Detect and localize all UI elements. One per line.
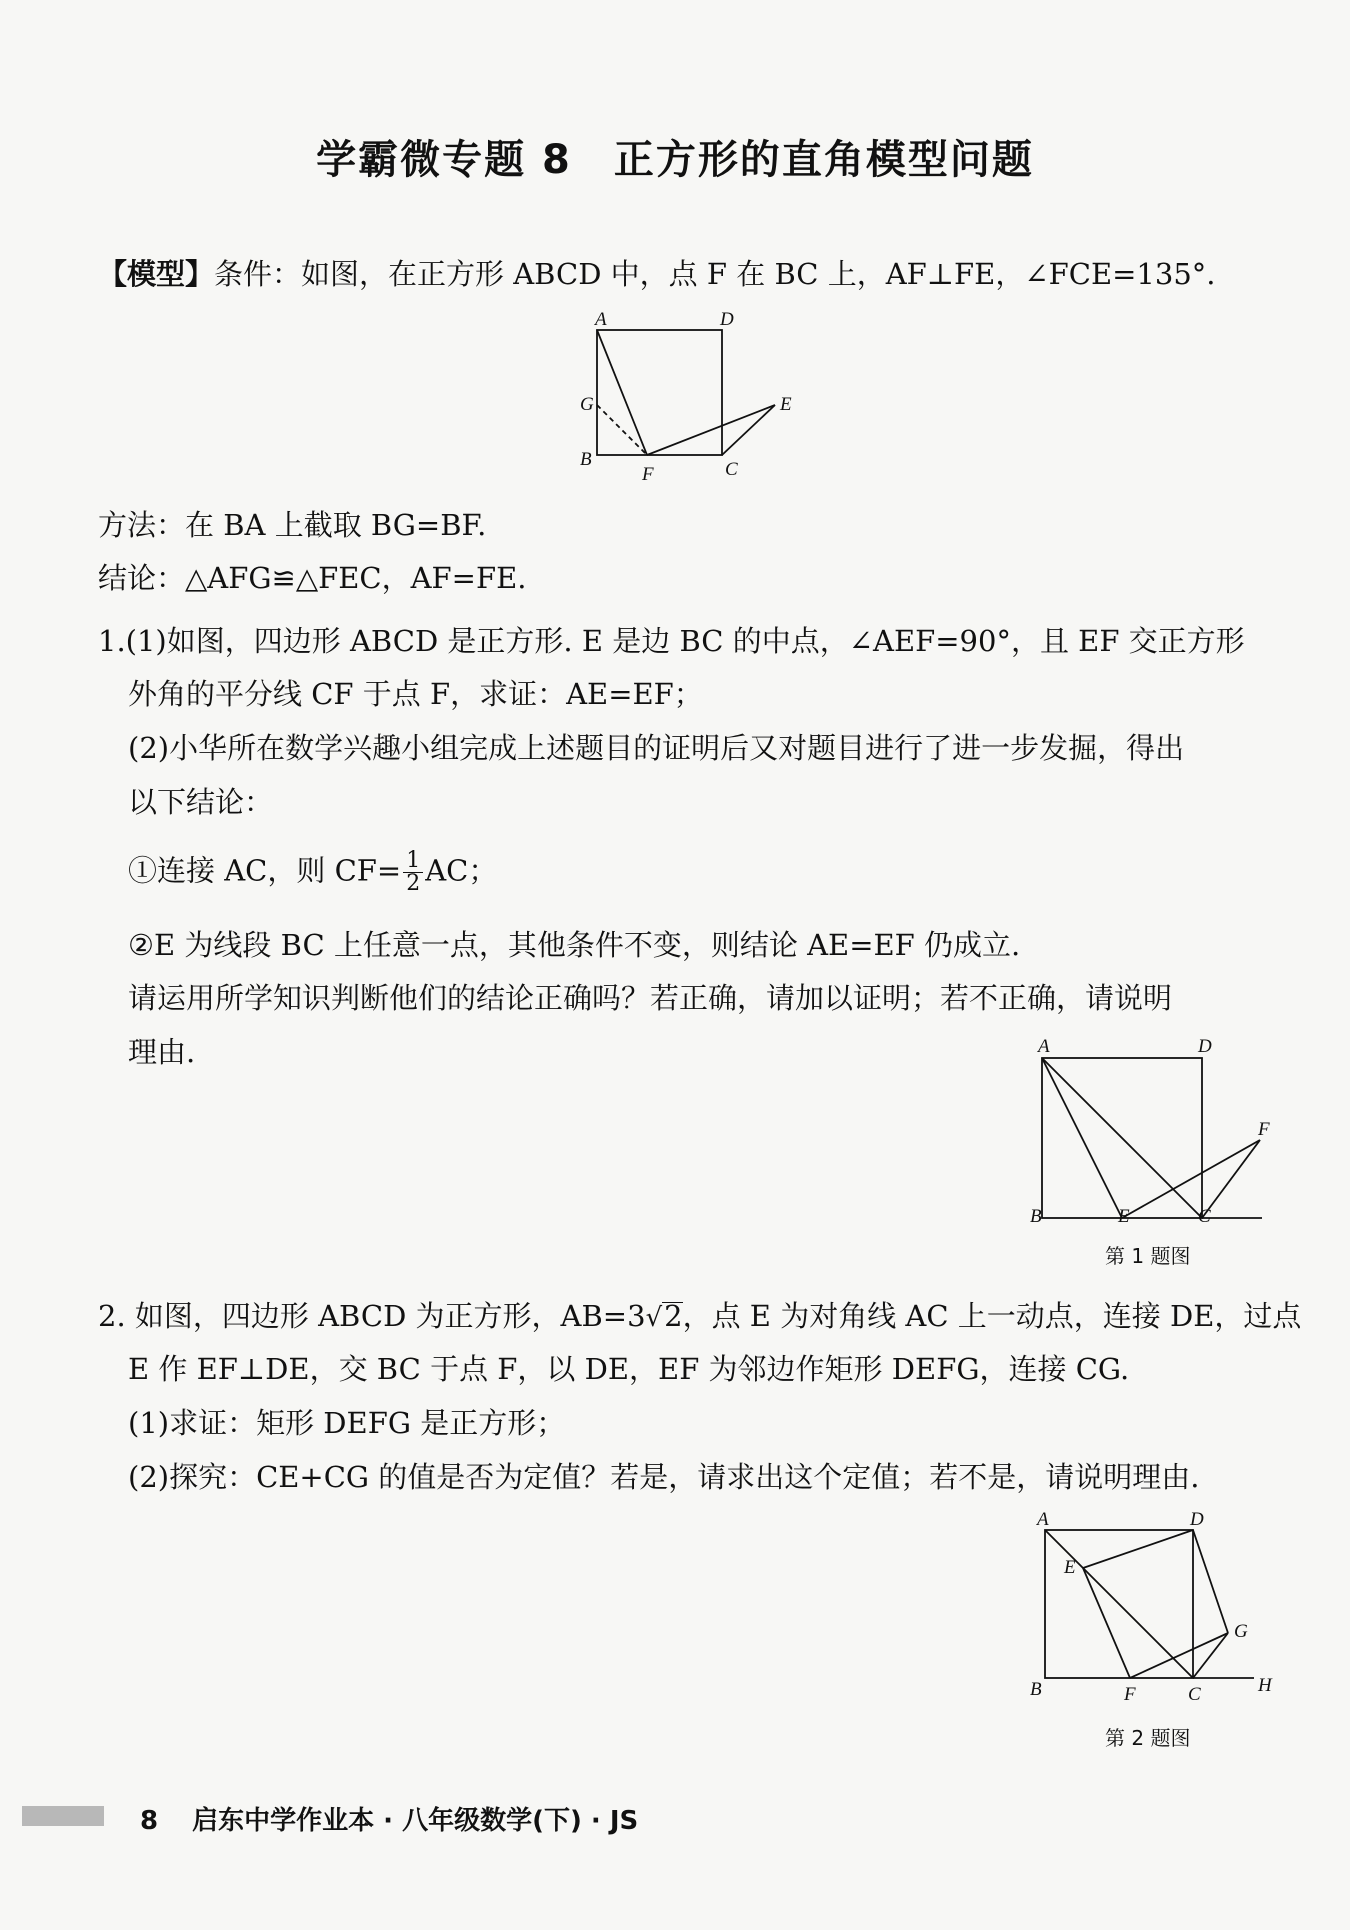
- segment-ce: [722, 405, 775, 455]
- fig1-label-a: A: [1038, 1036, 1050, 1057]
- fig1-label-b: B: [1030, 1206, 1042, 1227]
- fig0-label-f: F: [642, 464, 654, 485]
- q2-segment-ef: [1083, 1568, 1130, 1678]
- q2-diagonal-ac: [1045, 1530, 1193, 1678]
- q1-line6: ②E 为线段 BC 上任意一点，其他条件不变，则结论 AE=EF 仍成立.: [128, 928, 1021, 962]
- fig0-label-b: B: [580, 449, 592, 470]
- fig0-label-g: G: [580, 394, 594, 415]
- q1-segment-ac: [1042, 1058, 1202, 1218]
- q2-segment-cg: [1193, 1633, 1228, 1678]
- segment-gf-dashed: [597, 405, 647, 455]
- q2-line1-pre: 2. 如图，四边形 ABCD 为正方形，AB=3: [98, 1299, 646, 1333]
- q1-line2: 外角的平分线 CF 于点 F，求证：AE=EF；: [128, 677, 703, 711]
- fig2-label-b: B: [1030, 1679, 1042, 1700]
- q2-line1: 2. 如图，四边形 ABCD 为正方形，AB=3√2，点 E 为对角线 AC 上一动点，连接 DE，过点: [98, 1299, 1302, 1333]
- segment-af: [597, 330, 647, 455]
- q1-segment-ae: [1042, 1058, 1122, 1218]
- fig2-label-g: G: [1234, 1621, 1248, 1642]
- q1-figure-caption: 第 1 题图: [1105, 1244, 1191, 1268]
- segment-fe: [647, 405, 775, 455]
- page-number: 8: [140, 1806, 159, 1836]
- fig1-label-f: F: [1258, 1119, 1270, 1140]
- q1-line5: [128, 850, 497, 895]
- q1-line1: 1.(1)如图，四边形 ABCD 是正方形. E 是边 BC 的中点，∠AEF=90°，且 EF 交正方形: [98, 624, 1245, 658]
- fig0-label-c: C: [725, 459, 738, 480]
- model-figure: [570, 305, 810, 495]
- fig2-label-f: F: [1124, 1684, 1136, 1705]
- q2-figure-caption: 第 2 题图: [1105, 1726, 1191, 1750]
- q2-segment-fg: [1130, 1633, 1228, 1678]
- model-conclusion: 结论：△AFG≌△FEC，AF=FE.: [98, 561, 527, 595]
- q2-segment-de: [1083, 1530, 1193, 1568]
- fig2-label-a: A: [1037, 1509, 1049, 1530]
- footer-decoration-bar: [22, 1806, 104, 1826]
- fig2-label-h: H: [1258, 1675, 1272, 1696]
- fig2-label-e: E: [1064, 1557, 1076, 1578]
- q1-line3: (2)小华所在数学兴趣小组完成上述题目的证明后又对题目进行了进一步发掘，得出: [128, 731, 1185, 765]
- q1-figure: [1020, 1030, 1270, 1230]
- q1-line5-post: AC；: [425, 853, 498, 888]
- fig2-label-d: D: [1190, 1509, 1204, 1530]
- fig0-label-a: A: [595, 309, 607, 330]
- model-statement: [98, 254, 1216, 294]
- page-footer: [140, 1800, 638, 1837]
- model-square: [597, 330, 722, 455]
- fraction-one-half: [403, 850, 423, 895]
- sqrt-radicand: 2: [664, 1299, 683, 1333]
- q2-figure: [1022, 1505, 1292, 1710]
- fig1-label-d: D: [1198, 1036, 1212, 1057]
- model-method: 方法：在 BA 上截取 BG=BF.: [98, 508, 487, 542]
- q1-line5-pre: ①连接 AC，则 CF=: [128, 853, 402, 888]
- q1-line7: 请运用所学知识判断他们的结论正确吗？若正确，请加以证明；若不正确，请说明: [128, 981, 1173, 1015]
- book-title: 启东中学作业本 · 八年级数学(下) · JS: [192, 1806, 639, 1836]
- fig0-label-e: E: [780, 394, 792, 415]
- fig1-label-e: E: [1118, 1206, 1130, 1227]
- page-title: 学霸微专题 8 正方形的直角模型问题: [316, 137, 1034, 183]
- fraction-numerator: 1: [403, 850, 423, 873]
- q2-segment-dg: [1193, 1530, 1228, 1633]
- fig2-label-c: C: [1188, 1684, 1201, 1705]
- model-text: 条件：如图，在正方形 ABCD 中，点 F 在 BC 上，AF⊥FE，∠FCE=135°.: [214, 257, 1216, 291]
- q2-line1-post: ，点 E 为对角线 AC 上一动点，连接 DE，过点: [682, 1299, 1302, 1333]
- q1-segment-cf: [1202, 1140, 1260, 1218]
- fraction-denominator: 2: [406, 871, 421, 896]
- q2-line3: (1)求证：矩形 DEFG 是正方形；: [128, 1406, 566, 1440]
- q1-line8: 理由.: [128, 1035, 196, 1069]
- q1-line4: 以下结论：: [128, 785, 274, 819]
- q2-line4: (2)探究：CE+CG 的值是否为定值？若是，请求出这个定值；若不是，请说明理由.: [128, 1460, 1200, 1494]
- q2-line2: E 作 EF⊥DE，交 BC 于点 F，以 DE，EF 为邻边作矩形 DEFG，连接 CG.: [128, 1352, 1130, 1386]
- fig0-label-d: D: [720, 309, 734, 330]
- fig1-label-c: C: [1198, 1206, 1211, 1227]
- model-label: 【模型】: [98, 257, 215, 291]
